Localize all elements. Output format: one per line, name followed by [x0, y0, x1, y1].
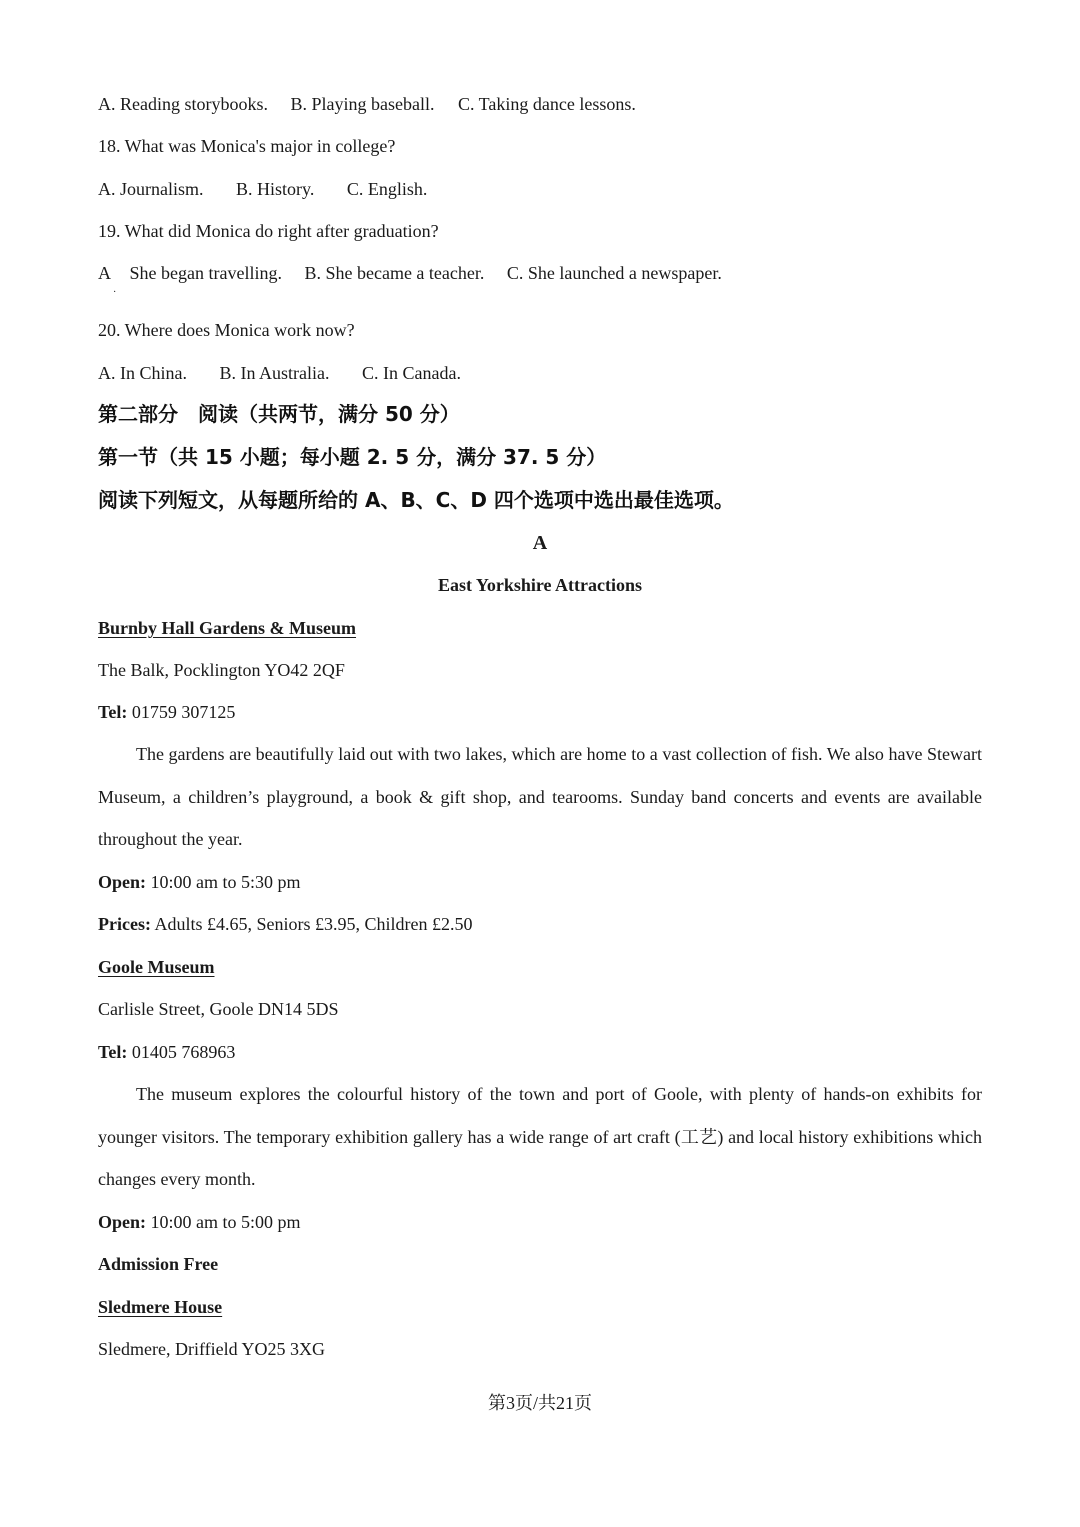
q17-option-c: C. Taking dance lessons. — [457, 94, 636, 114]
part2-section1: 第一节（共 15 小题；每小题 2. 5 分，满分 37. 5 分） — [98, 445, 607, 469]
q18-options — [98, 177, 427, 201]
attraction-name: Sledmere House — [98, 1297, 223, 1317]
attraction-tel — [98, 1040, 235, 1064]
passage-title: East Yorkshire Attractions — [438, 575, 642, 595]
tel-value: 01405 768963 — [131, 1042, 236, 1062]
attraction-address: The Balk, Pocklington YO42 2QF — [98, 660, 345, 680]
q19-option-c: C. She launched a newspaper. — [506, 263, 722, 283]
open-value: 10:00 am to 5:30 pm — [150, 872, 301, 892]
attraction-open — [98, 1210, 301, 1234]
attraction-address: Carlisle Street, Goole DN14 5DS — [98, 999, 339, 1019]
attraction-description: The museum explores the colourful history of the town and port of Goole, with plenty of hands-on exhibits for younger visitors. The temporary exhibition gallery has a wide range of art craft (工艺) and local history exhibitions which changes every month. — [98, 1084, 982, 1189]
q17-options — [98, 92, 636, 116]
attraction-open — [98, 870, 301, 894]
q18-option-b: B. History. — [236, 179, 315, 199]
open-label: Open: — [98, 1212, 147, 1232]
q20-options — [98, 361, 461, 385]
attraction-description: The gardens are beautifully laid out with two lakes, which are home to a vast collection of fish. We also have Stewart Museum, a children’s playground, a book & gift shop, and tearooms. Sunday band concerts and events are available throughout the year. — [98, 744, 982, 849]
q19-question: 19. What did Monica do right after graduation? — [98, 221, 439, 241]
attraction-prices — [98, 912, 472, 936]
q17-option-b: B. Playing baseball. — [290, 94, 435, 114]
attraction-address: Sledmere, Driffield YO25 3XG — [98, 1339, 325, 1359]
part2-instruction: 阅读下列短文，从每题所给的 A、B、C、D 四个选项中选出最佳选项。 — [98, 488, 734, 512]
q17-option-a: A. Reading storybooks. — [98, 94, 268, 114]
tel-label: Tel: — [98, 702, 128, 722]
open-value: 10:00 am to 5:00 pm — [150, 1212, 301, 1232]
q19-option-a-letter: A — [98, 263, 111, 283]
q19-options — [98, 261, 722, 285]
q20-option-c: C. In Canada. — [362, 363, 461, 383]
attraction-name: Goole Museum — [98, 957, 215, 977]
passage-letter: A — [532, 532, 548, 554]
tel-value: 01759 307125 — [131, 702, 236, 722]
q18-question: 18. What was Monica's major in college? — [98, 136, 396, 156]
q19-option-a: She began travelling. — [129, 263, 282, 283]
q20-question: 20. Where does Monica work now? — [98, 320, 355, 340]
q18-option-c: C. English. — [346, 179, 428, 199]
attraction-admission: Admission Free — [98, 1254, 219, 1274]
q20-option-b: B. In Australia. — [219, 363, 330, 383]
q19-option-b: B. She became a teacher. — [304, 263, 485, 283]
open-label: Open: — [98, 872, 147, 892]
attraction-tel — [98, 700, 235, 724]
prices-value: Adults £4.65, Seniors £3.95, Children £2.50 — [154, 914, 473, 934]
q18-option-a: A. Journalism. — [98, 179, 204, 199]
attraction-name: Burnby Hall Gardens & Museum — [98, 618, 357, 638]
q20-option-a: A. In China. — [98, 363, 187, 383]
prices-label: Prices: — [98, 914, 151, 934]
stray-dot: · — [113, 287, 117, 298]
part2-title: 第二部分 阅读（共两节，满分 50 分） — [98, 402, 460, 426]
tel-label: Tel: — [98, 1042, 128, 1062]
page-number: 第3页/共21页 — [487, 1393, 592, 1413]
